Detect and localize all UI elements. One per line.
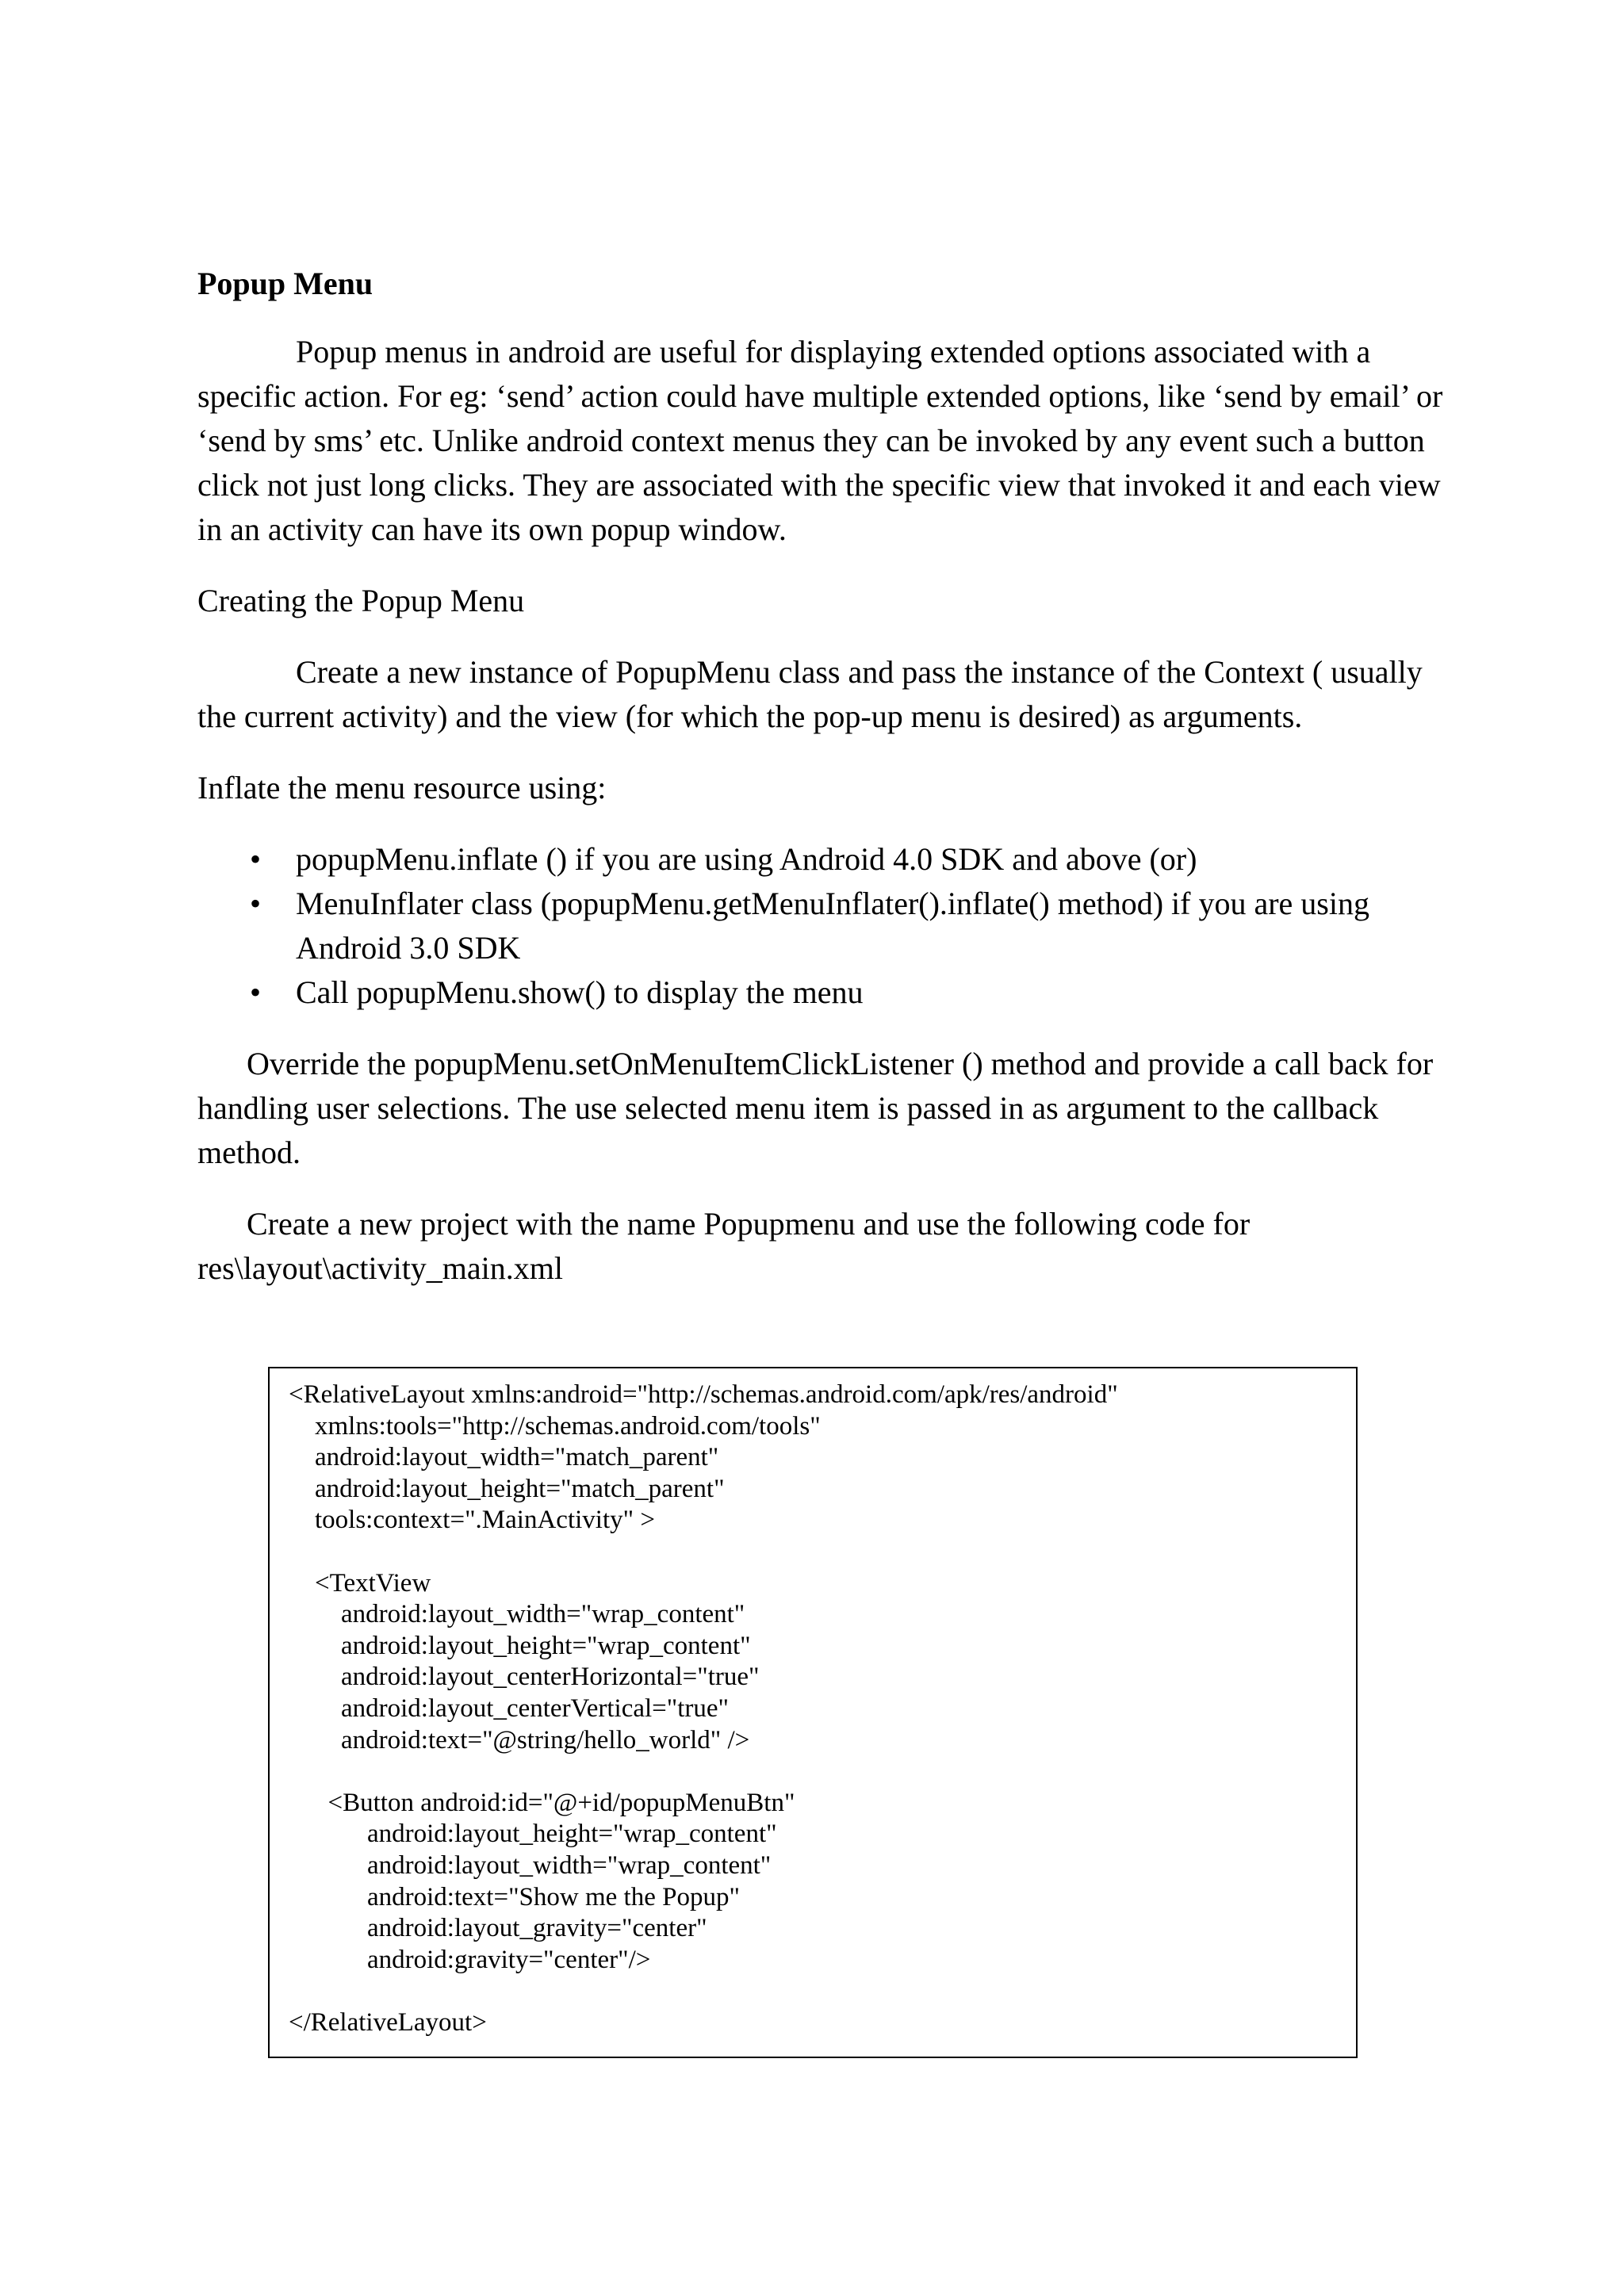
inflate-steps-list (197, 837, 1450, 1015)
page-title: Popup Menu (197, 266, 373, 301)
bullet-icon: • (250, 841, 262, 877)
create-project-paragraph: Create a new project with the name Popupmenu and use the following code for res\layout\activity_main.xml (197, 1206, 1251, 1286)
bullet-icon: • (250, 886, 262, 921)
intro-paragraph: Popup menus in android are useful for displaying extended options associated with a specific action. For eg: ‘send’ action could have multiple extended options, like ‘send by email’ or ‘send by sms’ etc. Unlike android context menus they can be invoked by any event such a button click not just long clicks. They are associated with the specific view that invoked it and each view in an activity can have its own popup window. (197, 334, 1443, 547)
code-listing-box (268, 1367, 1358, 2058)
section-subtitle: Creating the Popup Menu (197, 583, 525, 618)
create-instance-paragraph: Create a new instance of PopupMenu class and pass the instance of the Context ( usually the current activity) and the view (for which the pop-up menu is desired) as arguments. (197, 654, 1423, 734)
override-paragraph: Override the popupMenu.setOnMenuItemClickListener () method and provide a call back for handling user selections. The use selected menu item is passed in as argument to the callback method. (197, 1046, 1434, 1170)
code-listing: <RelativeLayout xmlns:android="http://schemas.android.com/apk/res/android" xmlns:tools="http://schemas.android.com/tools" android:layout_width="match_parent" android:layout_height="match_parent" tools:context=".MainActivity" > <TextView android:layout_width="wrap_content" android:layout_height="wrap_content" android:layout_centerHorizontal="true" android:layout_centerVertical="true" android:text="@string/hello_world" /> <Button android:id="@+id/popupMenuBtn" android:layout_height="wrap_content" android:layout_width="wrap_content" android:text="Show me the Popup" android:layout_gravity="center" android:gravity="center"/> </RelativeLayout> (289, 1380, 1118, 2037)
list-item-text: Call popupMenu.show() to display the menu (296, 974, 864, 1010)
list-item-text: MenuInflater class (popupMenu.getMenuInflater().inflate() method) if you are using Android 3.0 SDK (296, 886, 1369, 966)
bullet-icon: • (250, 974, 262, 1010)
list-item-text: popupMenu.inflate () if you are using Android 4.0 SDK and above (or) (296, 841, 1197, 877)
list-item (197, 837, 1450, 882)
list-item (197, 970, 1450, 1015)
document-body (197, 262, 1450, 1318)
list-item (197, 882, 1450, 970)
inflate-intro-paragraph: Inflate the menu resource using: (197, 770, 607, 806)
